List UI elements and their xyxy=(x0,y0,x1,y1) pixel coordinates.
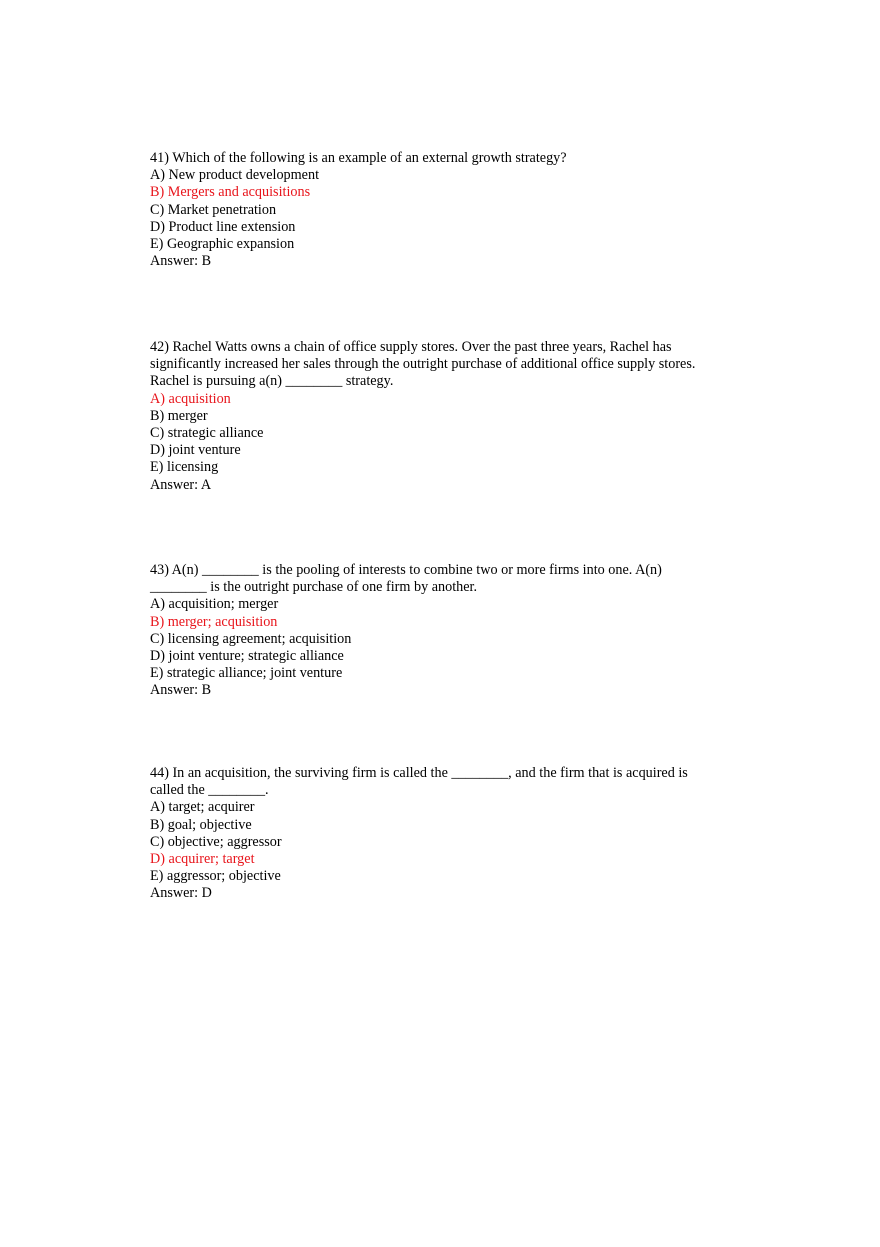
option-a: A) New product development xyxy=(150,167,320,184)
option-c: C) strategic alliance xyxy=(150,425,264,442)
option-e: E) aggressor; objective xyxy=(150,868,281,885)
option-a: A) target; acquirer xyxy=(150,799,255,816)
option-a: A) acquisition; merger xyxy=(150,596,279,613)
question-stem-line-2: ________ is the outright purchase of one firm by another. xyxy=(150,579,478,596)
option-a-correct: A) acquisition xyxy=(150,390,231,407)
question-stem-line-2: significantly increased her sales through the outright purchase of additional office supply stores. xyxy=(150,356,696,373)
option-b-correct: B) Mergers and acquisitions xyxy=(150,184,311,201)
option-c: C) Market penetration xyxy=(150,201,277,218)
answer-key: Answer: A xyxy=(150,476,212,493)
option-b-correct: B) merger; acquisition xyxy=(150,613,278,630)
question-41 xyxy=(150,150,750,270)
option-e: E) strategic alliance; joint venture xyxy=(150,665,343,682)
question-stem-line-3: Rachel is pursuing a(n) ________ strategy. xyxy=(150,373,394,390)
question-stem-line-1: 42) Rachel Watts owns a chain of office supply stores. Over the past three years, Rachel has xyxy=(150,339,672,355)
option-b: B) merger xyxy=(150,407,208,424)
option-e: E) Geographic expansion xyxy=(150,236,295,253)
answer-key: Answer: B xyxy=(150,682,212,699)
option-d: D) joint venture xyxy=(150,442,241,459)
option-d-correct: D) acquirer; target xyxy=(150,851,255,868)
option-d: D) Product line extension xyxy=(150,218,296,235)
option-c: C) objective; aggressor xyxy=(150,833,282,850)
question-stem: 41) Which of the following is an example of an external growth strategy? xyxy=(150,150,567,166)
question-stem-line-2: called the ________. xyxy=(150,782,269,799)
question-stem-line-1: 44) In an acquisition, the surviving firm is called the ________, and the firm that is acquired is xyxy=(150,765,688,781)
answer-key: Answer: B xyxy=(150,253,212,270)
question-44 xyxy=(150,765,750,903)
option-e: E) licensing xyxy=(150,459,219,476)
question-43 xyxy=(150,562,750,700)
question-stem-line-1: 43) A(n) ________ is the pooling of interests to combine two or more firms into one. A(n) xyxy=(150,562,662,578)
question-42 xyxy=(150,339,750,494)
option-b: B) goal; objective xyxy=(150,816,252,833)
answer-key: Answer: D xyxy=(150,885,212,902)
option-d: D) joint venture; strategic alliance xyxy=(150,648,344,665)
option-c: C) licensing agreement; acquisition xyxy=(150,630,352,647)
